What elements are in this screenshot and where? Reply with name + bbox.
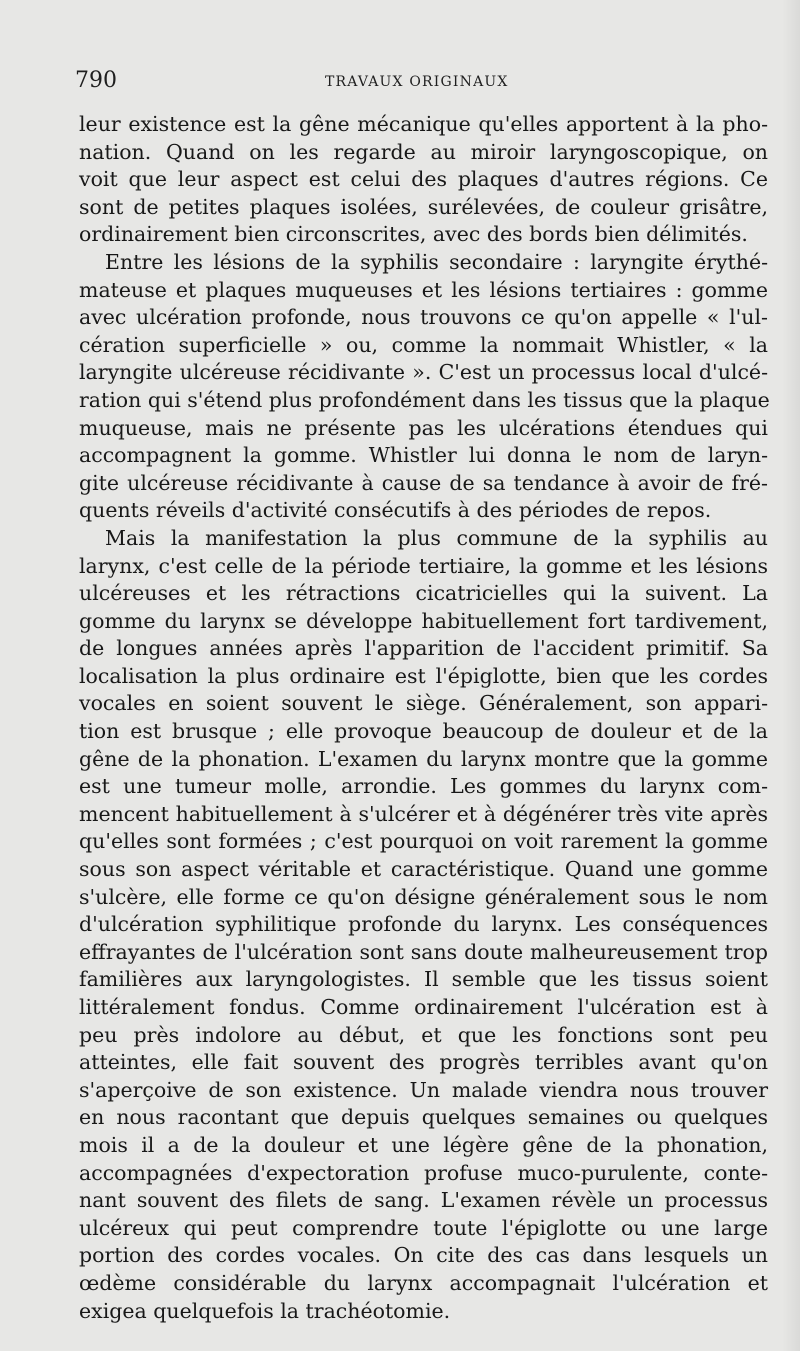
- text-line: voit que leur aspect est celui des plaques d'autres régions. Ce: [79, 167, 768, 192]
- text-line: ordinairement bien circonscrites, avec des bords bien délimités.: [79, 222, 748, 247]
- text-line: œdème considérable du larynx accompagnait l'ulcération et: [79, 1270, 768, 1295]
- text-line: muqueuse, mais ne présente pas les ulcérations étendues qui: [79, 415, 768, 440]
- text-line: accompagnent la gomme. Whistler lui donna le nom de laryn-: [79, 443, 768, 468]
- text-line: exigea quelquefois la trachéotomie.: [79, 1298, 451, 1323]
- text-line: ration qui s'étend plus profondément dans les tissus que la plaque: [79, 387, 770, 412]
- text-line: de longues années après l'apparition de l'accident primitif. Sa: [79, 636, 768, 661]
- text-line: cération superficielle » ou, comme la nommait Whistler, « la: [79, 332, 768, 357]
- text-line: est une tumeur molle, arrondie. Les gommes du larynx com-: [79, 774, 768, 799]
- text-line: larynx, c'est celle de la période tertiaire, la gomme et les lésions: [79, 553, 768, 578]
- text-line: gite ulcéreuse récidivante à cause de sa tendance à avoir de fré-: [79, 470, 768, 495]
- text-line: gomme du larynx se développe habituellement fort tardivement,: [79, 608, 768, 633]
- running-title: TRAVAUX ORIGINAUX: [325, 74, 509, 90]
- text-line: en nous racontant que depuis quelques semaines ou quelques: [79, 1105, 768, 1130]
- text-line: localisation la plus ordinaire est l'épiglotte, bien que les cordes: [79, 663, 768, 688]
- text-line: peu près indolore au début, et que les fonctions sont peu: [79, 1022, 768, 1047]
- text-line: sous son aspect véritable et caractéristique. Quand une gomme: [79, 857, 768, 882]
- paragraph: [79, 111, 768, 249]
- text-line: ulcéreuses et les rétractions cicatricielles qui la suivent. La: [79, 581, 768, 606]
- text-line: tion est brusque ; elle provoque beaucoup de douleur et de la: [79, 719, 768, 744]
- text-line: nant souvent des filets de sang. L'examen révèle un processus: [79, 1188, 768, 1213]
- text-line: d'ulcération syphilitique profonde du larynx. Les conséquences: [79, 912, 768, 937]
- text-line: ulcéreux qui peut comprendre toute l'épiglotte ou une large: [79, 1215, 768, 1240]
- paragraph: [79, 249, 768, 525]
- text-line: s'aperçoive de son existence. Un malade viendra nous trouver: [79, 1077, 768, 1102]
- text-line: nation. Quand on les regarde au miroir laryngoscopique, on: [79, 139, 768, 164]
- page-header: [75, 64, 765, 104]
- text-line: mois il a de la douleur et une légère gêne de la phonation,: [79, 1132, 768, 1157]
- text-line: s'ulcère, elle forme ce qu'on désigne généralement sous le nom: [79, 884, 768, 909]
- text-line: Mais la manifestation la plus commune de la syphilis au: [105, 525, 768, 550]
- text-line: accompagnées d'expectoration profuse muco-purulente, conte-: [79, 1160, 768, 1185]
- text-line: avec ulcération profonde, nous trouvons ce qu'on appelle « l'ul-: [79, 305, 768, 330]
- text-line: gêne de la phonation. L'examen du larynx montre que la gomme: [79, 746, 768, 771]
- text-line: qu'elles sont formées ; c'est pourquoi on voit rarement la gomme: [79, 829, 768, 854]
- paragraph: [79, 525, 768, 1325]
- body-text: [79, 111, 768, 1325]
- text-line: mateuse et plaques muqueuses et les lésions tertiaires : gomme: [79, 277, 768, 302]
- text-line: effrayantes de l'ulcération sont sans doute malheureusement trop: [79, 939, 768, 964]
- text-line: littéralement fondus. Comme ordinairement l'ulcération est à: [79, 995, 768, 1019]
- text-line: familières aux laryngologistes. Il semble que les tissus soient: [79, 967, 768, 992]
- text-line: mencent habituellement à s'ulcérer et à dégénérer très vite après: [79, 801, 768, 826]
- text-line: vocales en soient souvent le siège. Généralement, son appari-: [79, 691, 768, 716]
- text-line: laryngite ulcéreuse récidivante ». C'est un processus local d'ulcé-: [79, 360, 768, 385]
- text-line: atteintes, elle fait souvent des progrès terribles avant qu'on: [79, 1050, 768, 1075]
- page-edge-shadow: [782, 0, 800, 1351]
- text-line: quents réveils d'activité consécutifs à des périodes de repos.: [79, 498, 712, 523]
- text-line: Entre les lésions de la syphilis secondaire : laryngite érythé-: [105, 249, 768, 274]
- text-line: portion des cordes vocales. On cite des cas dans lesquels un: [79, 1243, 768, 1268]
- text-line: leur existence est la gêne mécanique qu'elles apportent à la pho-: [79, 112, 768, 136]
- page-number: 790: [75, 68, 117, 93]
- text-line: sont de petites plaques isolées, surélevées, de couleur grisâtre,: [79, 194, 768, 219]
